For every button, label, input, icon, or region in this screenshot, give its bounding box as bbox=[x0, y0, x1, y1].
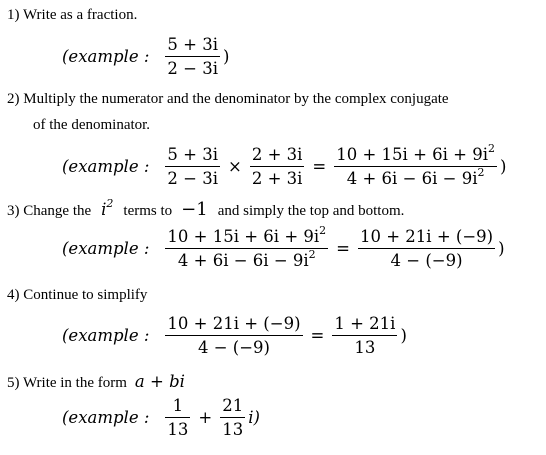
denominator: 13 bbox=[354, 338, 376, 357]
plus-operator: + bbox=[198, 408, 213, 427]
form-expression: a + bi bbox=[134, 372, 185, 391]
close-paren: ) bbox=[500, 157, 507, 176]
step-4-instruction: 4) Continue to simplify bbox=[7, 287, 148, 303]
close-paren: ) bbox=[498, 239, 505, 258]
exponent: 2 bbox=[319, 224, 327, 237]
step-5-example bbox=[62, 394, 260, 441]
denominator: 4 − (−9) bbox=[197, 338, 270, 357]
denominator: 2 − 3i bbox=[167, 169, 218, 188]
times-operator: × bbox=[228, 157, 242, 176]
fraction bbox=[165, 33, 220, 80]
numerator: 5 + 3i bbox=[167, 145, 218, 164]
equals-operator: = bbox=[310, 326, 325, 345]
step-3-example bbox=[62, 225, 505, 272]
numerator: 2 + 3i bbox=[251, 145, 303, 164]
conjugate-fraction bbox=[250, 143, 305, 190]
exponent: 2 bbox=[477, 166, 485, 179]
imaginary-part-fraction bbox=[220, 394, 245, 441]
result-fraction bbox=[332, 312, 397, 359]
numerator: 5 + 3i bbox=[167, 35, 218, 54]
example-label: (example : bbox=[62, 47, 150, 66]
step-3-instruction bbox=[7, 199, 404, 220]
numerator bbox=[334, 143, 497, 166]
i-squared-term bbox=[101, 197, 114, 219]
numerator bbox=[165, 225, 328, 248]
equals-operator: = bbox=[312, 157, 327, 176]
step-3-text-b: terms to bbox=[123, 203, 173, 219]
step-1-instruction: 1) Write as a fraction. bbox=[7, 7, 138, 23]
numerator: 1 bbox=[172, 396, 184, 415]
denominator: 2 + 3i bbox=[251, 169, 303, 188]
fraction bbox=[165, 143, 220, 190]
denominator: 13 bbox=[167, 420, 189, 439]
numerator: 10 + 21i + (−9) bbox=[167, 314, 301, 333]
exponent: 2 bbox=[488, 142, 496, 155]
step-3-text-a: 3) Change the bbox=[7, 203, 92, 219]
example-label: (example : bbox=[62, 326, 150, 345]
product-fraction bbox=[334, 143, 497, 190]
exponent: 2 bbox=[106, 197, 114, 210]
denominator-text: 4 + 6i − 6i − 9i bbox=[346, 169, 478, 188]
example-label: (example : bbox=[62, 157, 150, 176]
close-paren: i) bbox=[248, 408, 260, 427]
numerator-text: 10 + 15i + 6i + 9i bbox=[167, 227, 320, 246]
numerator-text: 10 + 15i + 6i + 9i bbox=[336, 145, 489, 164]
example-label: (example : bbox=[62, 239, 150, 258]
denominator: 13 bbox=[222, 420, 244, 439]
fraction bbox=[165, 225, 328, 272]
step-1-example bbox=[62, 33, 229, 80]
step-5-instruction bbox=[7, 372, 185, 392]
close-paren: ) bbox=[223, 47, 230, 66]
close-paren: ) bbox=[400, 326, 407, 345]
denominator: 4 − (−9) bbox=[390, 251, 463, 270]
example-label: (example : bbox=[62, 408, 150, 427]
simplified-fraction bbox=[358, 225, 495, 272]
step-2-instruction: 2) Multiply the numerator and the denominator by the complex conjugate bbox=[7, 91, 449, 107]
term-base: i bbox=[101, 200, 107, 219]
numerator: 1 + 21i bbox=[334, 314, 396, 333]
exponent: 2 bbox=[308, 248, 316, 261]
numerator: 21 bbox=[222, 396, 244, 415]
real-part-fraction bbox=[165, 394, 190, 441]
denominator bbox=[345, 167, 487, 190]
negative-one: −1 bbox=[181, 199, 208, 220]
denominator: 2 − 3i bbox=[167, 59, 218, 78]
step-5-text: 5) Write in the form bbox=[7, 375, 127, 391]
numerator: 10 + 21i + (−9) bbox=[360, 227, 494, 246]
step-2-example bbox=[62, 143, 506, 190]
denominator bbox=[176, 249, 318, 272]
equals-operator: = bbox=[336, 239, 350, 258]
step-4-example bbox=[62, 312, 407, 359]
denominator-text: 4 + 6i − 6i − 9i bbox=[177, 251, 309, 270]
step-3-text-c: and simply the top and bottom. bbox=[217, 203, 405, 219]
step-2-instruction-cont: of the denominator. bbox=[33, 117, 151, 133]
fraction bbox=[165, 312, 302, 359]
